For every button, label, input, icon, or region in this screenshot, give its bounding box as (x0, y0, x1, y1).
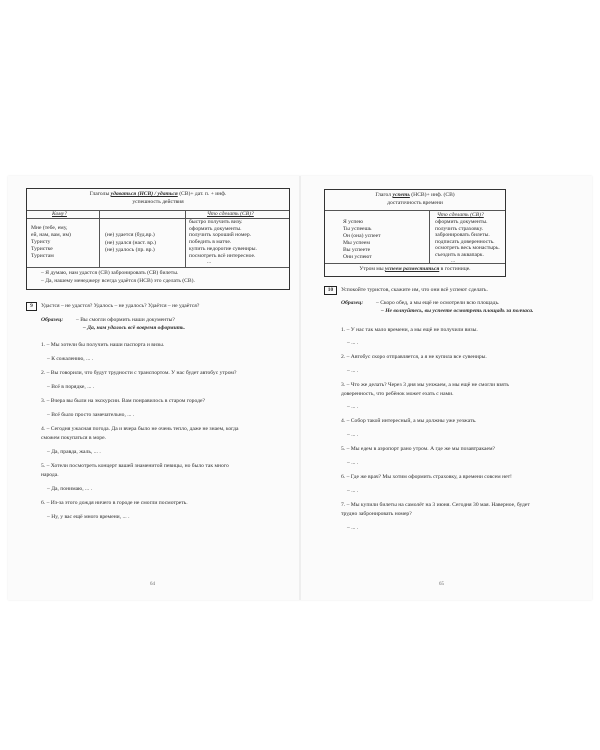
ex10-line: 6. – Где же врач? Мы хотим оформить страховку, а времени совсем нет! (341, 474, 512, 480)
table-title (325, 192, 505, 199)
col2-header: Что сделать (СВ)? (437, 212, 484, 218)
grammar-table-left (26, 188, 290, 290)
subject-row: Я успею (343, 219, 364, 225)
example-verb: успеем разместиться (385, 266, 440, 272)
sample-answer: – Не волнуйтесь, вы успеете осмотреть площадь за полчаса. (381, 308, 534, 314)
ex9-line: – К сожалению, ... . (47, 356, 94, 362)
col1-header: Кому? (52, 211, 67, 217)
action-row: купить недорогие сувениры. (189, 245, 257, 252)
ex9-line: 4. – Сегодня ужасная погода. Да и вчера было не очень тепло, даже не знаем, когда (41, 426, 239, 432)
grammar-table-right (324, 189, 506, 277)
ex9-line: – Всё было просто замечательно, ... . (47, 412, 135, 418)
action-row: оформить документы. (189, 225, 242, 232)
title-verb: успеть (392, 192, 410, 198)
sample-answer: – Да, нам удалось всё вовремя оформить. (83, 325, 186, 331)
subject-row: Они успеют (343, 254, 372, 260)
ex9-line: 5. – Хотели посмотреть концерт вашей знаменитой певицы, но было так много (41, 463, 229, 469)
ex10-line: – ... . (347, 368, 359, 374)
ex9-line: народа. (41, 472, 59, 478)
ex9-line: 3. – Вчера вы были на экскурсии. Вам понравилось в старом городе? (41, 398, 205, 404)
ex10-line: 3. – Что же делать? Через 3 дня мы уезжаем, а мы ещё не смогли взять (341, 382, 509, 388)
subject-row: Ты успеешь (343, 226, 372, 232)
ex9-line: 2. – Вы говорили, что будут трудности с транспортом. У нас будет автобус утром? (41, 370, 237, 376)
table-example-1: – Я думаю, нам удастся (СВ) забронировать (СВ) билеты. (41, 270, 179, 276)
example-part-3: в гостинице. (440, 266, 471, 272)
ex9-line: – Да, правда, жаль, ... . (47, 449, 101, 455)
ex10-line: – ... . (347, 488, 359, 494)
table-title (27, 191, 289, 198)
exercise-title: Успокойте туристов, скажите им, что они всё успеют сделать. (341, 287, 488, 293)
table-subtitle: успешность действия (132, 199, 184, 205)
title-part-2: (НСВ)+ инф. (СВ) (411, 192, 455, 198)
action-row: быстро получить визу. (189, 219, 243, 225)
action-row: получить страховку. (435, 225, 484, 232)
ex10-line: 4. – Собор такой интересный, а мы должны уже уезжать. (341, 418, 477, 424)
action-row: осмотреть весь монастырь. (435, 245, 500, 251)
ex10-line: – ... . (347, 460, 359, 466)
subject-row: Вы успеете (343, 247, 371, 253)
table-example-2: – Да, нашему менеджеру всегда удаётся (НСВ) это сделать (СВ). (41, 278, 195, 284)
action-row: подписать доверенность. (435, 238, 495, 245)
ex10-line: трудно забронировать номер? (341, 511, 412, 517)
pronoun-row: ей, нам, вам, им) (31, 232, 71, 238)
col1-subjects (343, 219, 381, 261)
ex10-line: 2. – Автобус скоро отправляется, а я не купила все сувениры. (341, 354, 487, 360)
col3-actions (189, 219, 257, 266)
ex9-line: – Ну, у вас ещё много времени, ... . (47, 514, 130, 520)
ex9-line: 1. – Мы хотели бы получить наши паспорта и визы. (41, 342, 165, 348)
pronoun-row: Туристам (31, 253, 54, 259)
ex10-line: 5. – Мы едем в аэропорт рано утром. А где же мы позавтракаем? (341, 446, 496, 452)
col2-actions (435, 219, 500, 265)
action-row: получить хороший номер. (189, 232, 252, 239)
ex10-line: доверенность, что ребёнок может ехать с нами. (341, 391, 454, 397)
table-example (325, 266, 505, 273)
pronoun-row: Туристу (31, 239, 51, 245)
sample-label: Образец: (41, 317, 64, 323)
ex10-line: 7. – Мы купили билеты на самолёт на 3 июня. Сегодня 30 мая. Наверное, будет (341, 502, 530, 508)
subject-row: Мы успеем (343, 240, 370, 246)
book-spread (8, 176, 592, 600)
pronoun-row: Туристке (31, 246, 53, 252)
page-number: 64 (150, 581, 155, 587)
ex10-line: – ... . (347, 525, 359, 531)
right-page (300, 176, 592, 600)
title-part-1: Глагол (375, 192, 392, 198)
ex9-line: – Всё в порядке, ... . (47, 384, 95, 390)
col2-verb-forms (105, 232, 156, 255)
action-row: ... (207, 259, 212, 266)
ex9-line: 6. – Из-за этого дождя ничего в городе не смогли посмотреть. (41, 500, 188, 506)
page-number: 65 (439, 581, 444, 587)
ex10-line: – ... . (347, 432, 359, 438)
title-verbs: удаваться (НСВ) / удаться (110, 191, 178, 197)
exercise-number: 10 (324, 286, 337, 295)
title-part-2: (СВ)+ дат. п. + инф. (179, 191, 227, 197)
action-row: оформить документы. (435, 219, 488, 225)
ex9-line: – Да, понимаю, ... . (47, 486, 93, 492)
title-part-1: Глаголы (89, 191, 110, 197)
sample-label: Образец: (341, 300, 364, 306)
col1-pronouns (31, 225, 71, 260)
verb-form-row: (не) удался (наст. вр.) (105, 239, 157, 246)
pronoun-row: Мне (тебе, ему, (31, 225, 68, 231)
action-row: посмотреть всё интересное. (189, 252, 256, 259)
example-part-1: Утром мы (359, 266, 384, 272)
exercise-number: 9 (26, 302, 37, 311)
action-row: ... (451, 258, 456, 264)
ex10-line: 1. – У нас так мало времени, а мы ещё не получили визы. (341, 327, 478, 333)
left-page (8, 176, 300, 600)
table-subtitle: достаточность времени (387, 200, 443, 206)
action-row: победить в матче. (189, 239, 232, 246)
col3-header: Что сделать (СВ)? (207, 211, 254, 217)
action-row: забронировать билеты. (435, 232, 490, 238)
sample-question: – Скоро обед, а мы ещё не осмотрели всю площадь. (376, 300, 500, 306)
verb-form-row: (не) удалось (пр. вр.) (105, 247, 155, 253)
ex10-line: – ... . (347, 404, 359, 410)
verb-form-row: (не) удается (буд.вр.) (105, 232, 155, 238)
subject-row: Он (она) успеет (343, 233, 381, 239)
ex10-line: – ... . (347, 340, 359, 346)
exercise-title: Удастся – не удастся? Удалось – не удалось? Удаётся – не удаётся? (41, 303, 200, 309)
action-row: съездить в аквапарк. (435, 251, 484, 258)
ex9-line: сможем покупаться в море. (41, 435, 106, 441)
sample-question: – Вы смогли оформить наши документы? (76, 317, 175, 323)
